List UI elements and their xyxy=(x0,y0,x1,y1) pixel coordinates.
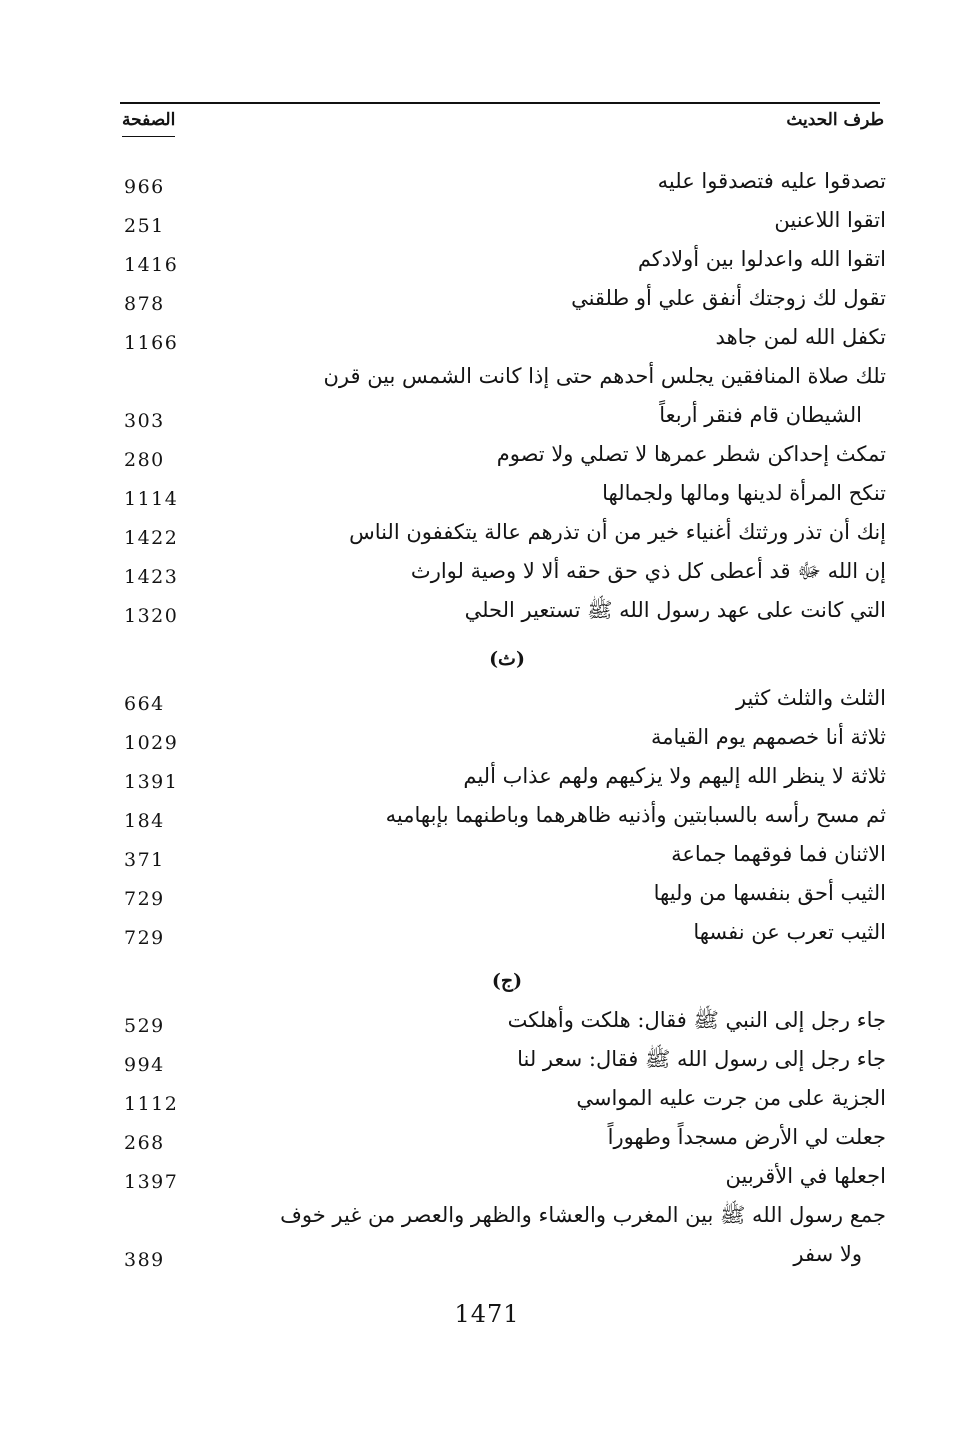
page-ref: 371 xyxy=(124,849,165,871)
index-entry xyxy=(0,1118,974,1157)
hadith-text: اتقوا اللاعنين xyxy=(774,208,886,232)
section-heading-label: (ث) xyxy=(489,648,525,670)
page-ref: 1112 xyxy=(124,1093,179,1115)
index-entry xyxy=(0,718,974,757)
page-ref: 1391 xyxy=(124,771,179,793)
page-ref: 1422 xyxy=(124,527,179,549)
page-ref: 529 xyxy=(124,1015,165,1037)
hadith-text: ثم مسح رأسه بالسبابتين وأذنيه ظاهرهما وباطنهما بإبهاميه xyxy=(385,803,886,827)
hadith-text-continuation: ولا سفر xyxy=(793,1242,862,1266)
hadith-text: اتقوا الله واعدلوا بين أولادكم xyxy=(637,247,886,271)
hadith-text: جاء رجل إلى رسول الله ﷺ فقال: سعر لنا xyxy=(517,1047,886,1071)
page-ref: 389 xyxy=(124,1249,165,1271)
page-ref: 1114 xyxy=(124,488,179,510)
page-number: 1471 xyxy=(454,1300,520,1328)
hadith-text: تنكح المرأة لدينها ومالها ولجمالها xyxy=(602,481,886,505)
index-entry xyxy=(0,552,974,591)
hadith-text: الجزية على من جرت عليه المواسي xyxy=(576,1086,886,1110)
page-ref: 251 xyxy=(124,215,165,237)
index-entry xyxy=(0,240,974,279)
index-entry xyxy=(0,913,974,952)
index-entry xyxy=(0,474,974,513)
hadith-text: جاء رجل إلى النبي ﷺ فقال: هلكت وأهلكت xyxy=(507,1008,886,1032)
hadith-text: إن الله ﷻ قد أعطى كل ذي حق حقه ألا لا وصية لوارث xyxy=(410,559,886,583)
index-entry xyxy=(0,757,974,796)
hadith-text: الثيب تعرب عن نفسها xyxy=(693,920,886,944)
page-ref: 729 xyxy=(124,927,165,949)
index-entry-continuation xyxy=(0,396,974,435)
column-header-page: الصفحة xyxy=(122,110,175,137)
page-ref: 994 xyxy=(124,1054,165,1076)
index-entry xyxy=(0,318,974,357)
index-entry xyxy=(0,679,974,718)
index-entry xyxy=(0,162,974,201)
page-ref: 1166 xyxy=(124,332,179,354)
page-ref: 1029 xyxy=(124,732,179,754)
page-ref: 184 xyxy=(124,810,165,832)
hadith-text: ثلاثة أنا خصمهم يوم القيامة xyxy=(650,725,886,749)
hadith-text: تلك صلاة المنافقين يجلس أحدهم حتى إذا كانت الشمس بين قرن xyxy=(323,364,886,388)
index-entry xyxy=(0,591,974,630)
hadith-text: التي كانت على عهد رسول الله ﷺ تستعير الحلي xyxy=(464,598,886,622)
index-entry xyxy=(0,1001,974,1040)
index-entry xyxy=(0,796,974,835)
hadith-text: ثلاثة لا ينظر الله إليهم ولا يزكيهم ولهم عذاب أليم xyxy=(463,764,886,788)
section-heading xyxy=(0,640,974,679)
index-entry xyxy=(0,513,974,552)
index-entry xyxy=(0,1040,974,1079)
hadith-text: جمع رسول الله ﷺ بين المغرب والعشاء والظهر والعصر من غير خوف xyxy=(280,1203,886,1227)
column-header-hadith: طرف الحديث xyxy=(786,110,884,130)
hadith-text: تمكث إحداكن شطر عمرها لا تصلي ولا تصوم xyxy=(496,442,886,466)
hadith-text: إنك أن تذر ورثتك أغنياء خير من أن تذرهم عالة يتكففون الناس xyxy=(349,520,886,544)
hadith-text: تقول لك زوجتك أنفق علي أو طلقني xyxy=(571,286,886,310)
section-heading-label: (ج) xyxy=(491,970,523,992)
index-entry xyxy=(0,435,974,474)
hadith-text: الثيب أحق بنفسها من وليها xyxy=(653,881,886,905)
page-ref: 303 xyxy=(124,410,165,432)
index-entry xyxy=(0,1157,974,1196)
page-ref: 280 xyxy=(124,449,165,471)
hadith-text: تكفل الله لمن جاهد xyxy=(715,325,886,349)
index-entry xyxy=(0,835,974,874)
index-entry xyxy=(0,279,974,318)
hadith-text: الثلث والثلث كثير xyxy=(735,686,886,710)
page-ref: 729 xyxy=(124,888,165,910)
index-entry xyxy=(0,1079,974,1118)
hadith-text: الاثنان فما فوقهما جماعة xyxy=(671,842,886,866)
hadith-text: اجعلها في الأقربين xyxy=(725,1164,886,1188)
page-ref: 1397 xyxy=(124,1171,179,1193)
section-heading xyxy=(0,962,974,1001)
index-entry xyxy=(0,1196,974,1235)
index-entry-continuation xyxy=(0,1235,974,1274)
index-entry xyxy=(0,357,974,396)
top-rule xyxy=(120,102,880,104)
index-entry xyxy=(0,874,974,913)
page-ref: 1416 xyxy=(124,254,179,276)
page-ref: 1320 xyxy=(124,605,179,627)
hadith-text-continuation: الشيطان قام فنقر أربعاً xyxy=(659,403,862,427)
page-ref: 268 xyxy=(124,1132,165,1154)
page-ref: 966 xyxy=(124,176,165,198)
page-ref: 1423 xyxy=(124,566,179,588)
page-ref: 878 xyxy=(124,293,165,315)
index-entry xyxy=(0,201,974,240)
hadith-text: جعلت لي الأرض مسجداً وطهوراً xyxy=(607,1125,886,1149)
page-ref: 664 xyxy=(124,693,165,715)
hadith-text: تصدقوا عليه فتصدقوا عليه xyxy=(657,169,886,193)
